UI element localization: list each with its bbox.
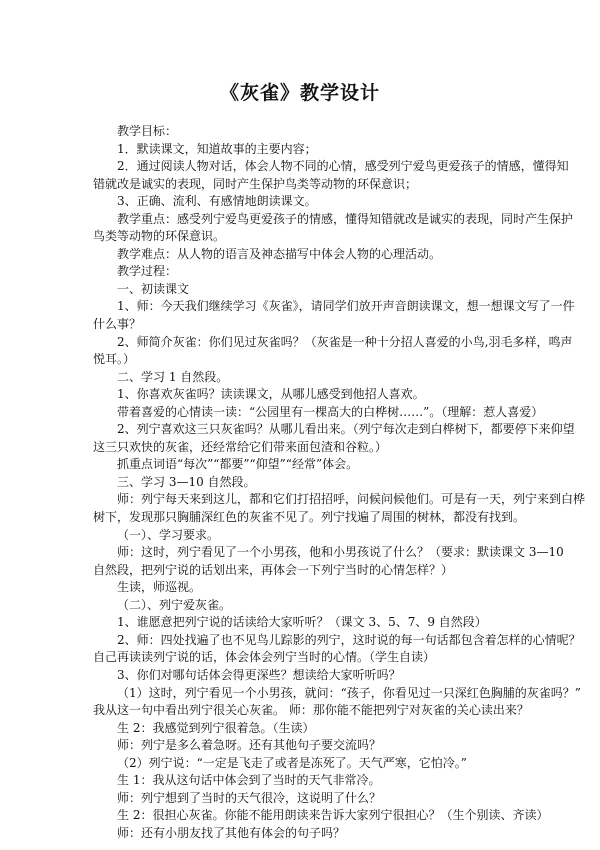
text-line: 师：列宁想到了当时的天气很冷，这说明了什么？ [117, 790, 382, 805]
text-line: 教学过程： [117, 264, 178, 279]
text-line: 生 2：我感觉到列宁很着急。（生读） [117, 720, 315, 735]
text-line: 这三只欢快的灰雀，还经常给它们带来面包渣和谷粒。） [93, 439, 388, 454]
text-line: 一、初读课文 [117, 281, 190, 296]
text-line: 1、你喜欢灰雀吗？读读课文，从哪儿感受到他招人喜欢。 [117, 387, 425, 402]
text-line: 带着喜爱的心情读一读：“公园里有一棵高大的白桦树……”。（理解：惹人喜爱） [117, 404, 544, 419]
text-line: 自然段，把列宁说的话划出来，再体会一下列宁当时的心情怎样？） [93, 562, 454, 577]
document-body [93, 123, 586, 842]
text-line: （二）、列宁爱灰雀。 [117, 597, 232, 612]
text-line: 什么事？ [93, 317, 142, 332]
text-line: 1、师：今天我们继续学习《灰雀》，请同学们放开声音朗读课文，想一想课文写了一件 [117, 299, 575, 314]
text-line: 2．通过阅读人物对话，体会人物不同的心情，感受列宁爱鸟更爱孩子的情感，懂得知 [117, 159, 569, 174]
text-line: 2、师简介灰雀：你们见过灰雀吗？（灰雀是一种十分招人喜爱的小鸟,羽毛多样，鸣声 [117, 334, 573, 349]
text-line: 错就改是诚实的表现，同时产生保护鸟类等动物的环保意识； [93, 176, 418, 191]
text-line: 三、学习 3—10 自然段。 [117, 474, 256, 489]
document-title: 《灰雀》教学设计 [219, 82, 380, 104]
text-line: 生 2：很担心灰雀。你能不能用朗读来告诉大家列宁很担心？（生个别读、齐读） [117, 808, 549, 823]
text-line: 2、师：四处找遍了也不见鸟儿踪影的列宁，这时说的每一句话都包含着怎样的心情呢？ [117, 632, 581, 647]
text-line: 1．默读课文，知道故事的主要内容； [117, 141, 317, 156]
text-line: 生读，师巡视。 [117, 580, 202, 595]
text-line: 树下，发现那只胸脯深红色的灰雀不见了。列宁找遍了周围的树林，都没有找到。 [93, 510, 526, 525]
text-line: 自己再读读列宁说的话，体会体会列宁当时的心情。（学生自读） [93, 650, 436, 665]
text-line: 师：列宁是多么着急呀。还有其他句子要交流吗？ [117, 738, 382, 753]
text-line: 师：列宁每天来到这儿，都和它们打招招呼，问候问候他们。可是有一天，列宁来到白桦 [117, 492, 586, 507]
text-line: 我从这一句中看出列宁很关心灰雀。 师：那你能不能把列宁对灰雀的关心读出来？ [93, 703, 529, 718]
text-line: 悦耳。） [93, 352, 136, 367]
text-line: 师：还有小朋友找了其他有体会的句子吗？ [117, 825, 346, 840]
text-line: （2）列宁说：“一定是飞走了或者是冻死了。天气严寒，它怕冷。” [117, 755, 467, 770]
text-line: 1、谁愿意把列宁说的话读给大家听听？（课文 3、5、7、9 自然段） [117, 615, 487, 630]
text-line: 教学重点：感受列宁爱鸟更爱孩子的情感，懂得知错就改是诚实的表现，同时产生保护 [117, 211, 574, 226]
text-line: 师：这时，列宁看见了一个小男孩，他和小男孩说了什么？（要求：默读课文 3—10 [117, 545, 564, 560]
text-line: 抓重点词语“每次”“都要”“仰望”“经常”体会。 [117, 457, 359, 472]
text-line: 二、学习 1 自然段。 [117, 369, 229, 384]
text-line: 2、列宁喜欢这三只灰雀吗？从哪儿看出来。（列宁每次走到白桦树下，都要停下来仰望 [117, 422, 575, 437]
text-line: （1）这时，列宁看见一个小男孩，就问：“孩子，你看见过一只深红色胸脯的灰雀吗？” [117, 685, 581, 700]
text-line: 教学难点：从人物的语言及神态描写中体会人物的心理活动。 [117, 246, 442, 261]
text-line: 教学目标： [117, 124, 178, 138]
text-line: 鸟类等动物的环保意识。 [93, 229, 226, 244]
text-line: （一）、学习要求。 [117, 527, 220, 542]
text-line: 生 1：我从这句话中体会到了当时的天气非常冷。 [117, 773, 381, 788]
text-line: 3、正确、流利、有感情地朗读课文。 [117, 194, 317, 209]
text-line: 3、你们对哪句话体会得更深些？想读给大家听听吗？ [117, 667, 401, 682]
